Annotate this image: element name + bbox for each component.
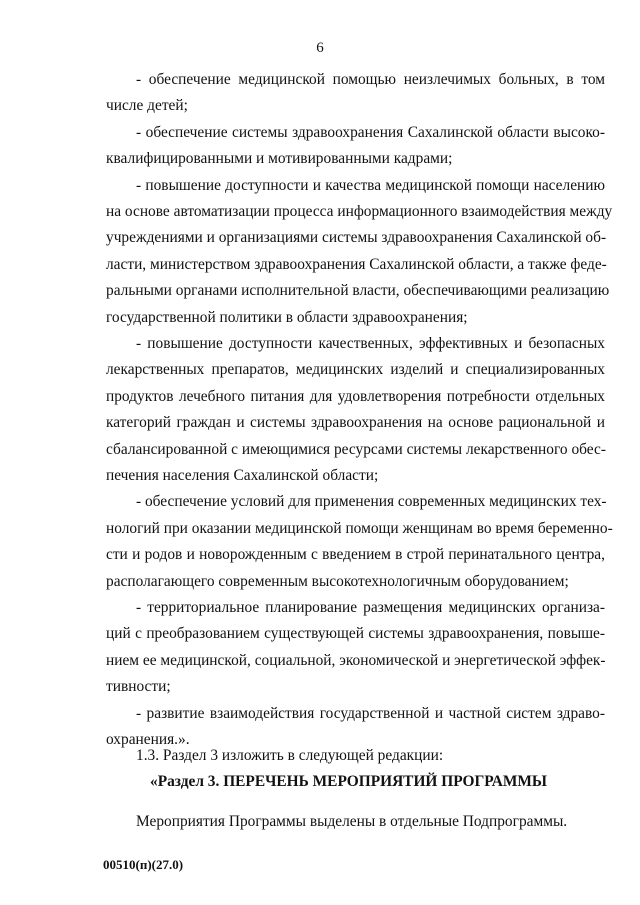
body-line: нием ее медицинской, социальной, экономической и энергетической эффек- <box>106 652 606 669</box>
body-line: 1.3. Раздел 3 изложить в следующей редакции: <box>136 747 444 764</box>
body-line: - обеспечение медицинской помощью неизлечимых больных, в том <box>136 71 605 88</box>
body-line: - обеспечение системы здравоохранения Сахалинской области высоко- <box>136 124 605 141</box>
closing-paragraph: Мероприятия Программы выделены в отдельные Подпрограммы. <box>136 813 568 830</box>
body-line: сбалансированной с имеющимися ресурсами системы лекарственного обес- <box>106 441 606 458</box>
body-line: числе детей; <box>106 97 188 114</box>
body-line: учреждениями и организациями системы здравоохранения Сахалинской об- <box>106 229 607 246</box>
body-line: нологий при оказании медицинской помощи женщинам во время беременно- <box>106 520 613 537</box>
body-line: государственной политики в области здравоохранения; <box>106 309 468 326</box>
body-line: квалифицированными и мотивированными кадрами; <box>106 150 453 167</box>
body-line: - развитие взаимодействия государственной и частной систем здраво- <box>136 705 605 722</box>
body-line: на основе автоматизации процесса информационного взаимодействия между <box>106 203 613 220</box>
body-line: ласти, министерством здравоохранения Сахалинской области, а также феде- <box>106 256 607 273</box>
body-line: категорий граждан и системы здравоохранения на основе рациональной и <box>106 414 605 431</box>
body-line: - повышение доступности и качества медицинской помощи населению <box>136 177 605 194</box>
section-heading: «Раздел 3. ПЕРЕЧЕНЬ МЕРОПРИЯТИЙ ПРОГРАММЫ <box>150 773 547 790</box>
body-line: сти и родов и новорожденным с введением в строй перинатального центра, <box>106 546 605 563</box>
body-line: - обеспечение условий для применения современных медицинских тех- <box>136 493 607 510</box>
body-line: лекарственных препаратов, медицинских изделий и специализированных <box>106 361 605 378</box>
body-line: - повышение доступности качественных, эффективных и безопасных <box>136 335 605 352</box>
body-line: - территориальное планирование размещения медицинских организа- <box>136 599 605 616</box>
body-line: ций с преобразованием существующей системы здравоохранения, повыше- <box>106 625 605 642</box>
body-line: печения населения Сахалинской области; <box>106 467 379 484</box>
body-line: ральными органами исполнительной власти, обеспечивающими реализацию <box>106 282 610 299</box>
body-line: продуктов лечебного питания для удовлетворения потребности отдельных <box>106 388 605 405</box>
body-line: располагающего современным высокотехнологичным оборудованием; <box>106 573 569 590</box>
body-line: охранения.». <box>106 731 190 748</box>
body-line: тивности; <box>106 678 171 695</box>
page-number: 6 <box>316 40 324 56</box>
footer-code: 00510(п)(27.0) <box>103 857 184 872</box>
